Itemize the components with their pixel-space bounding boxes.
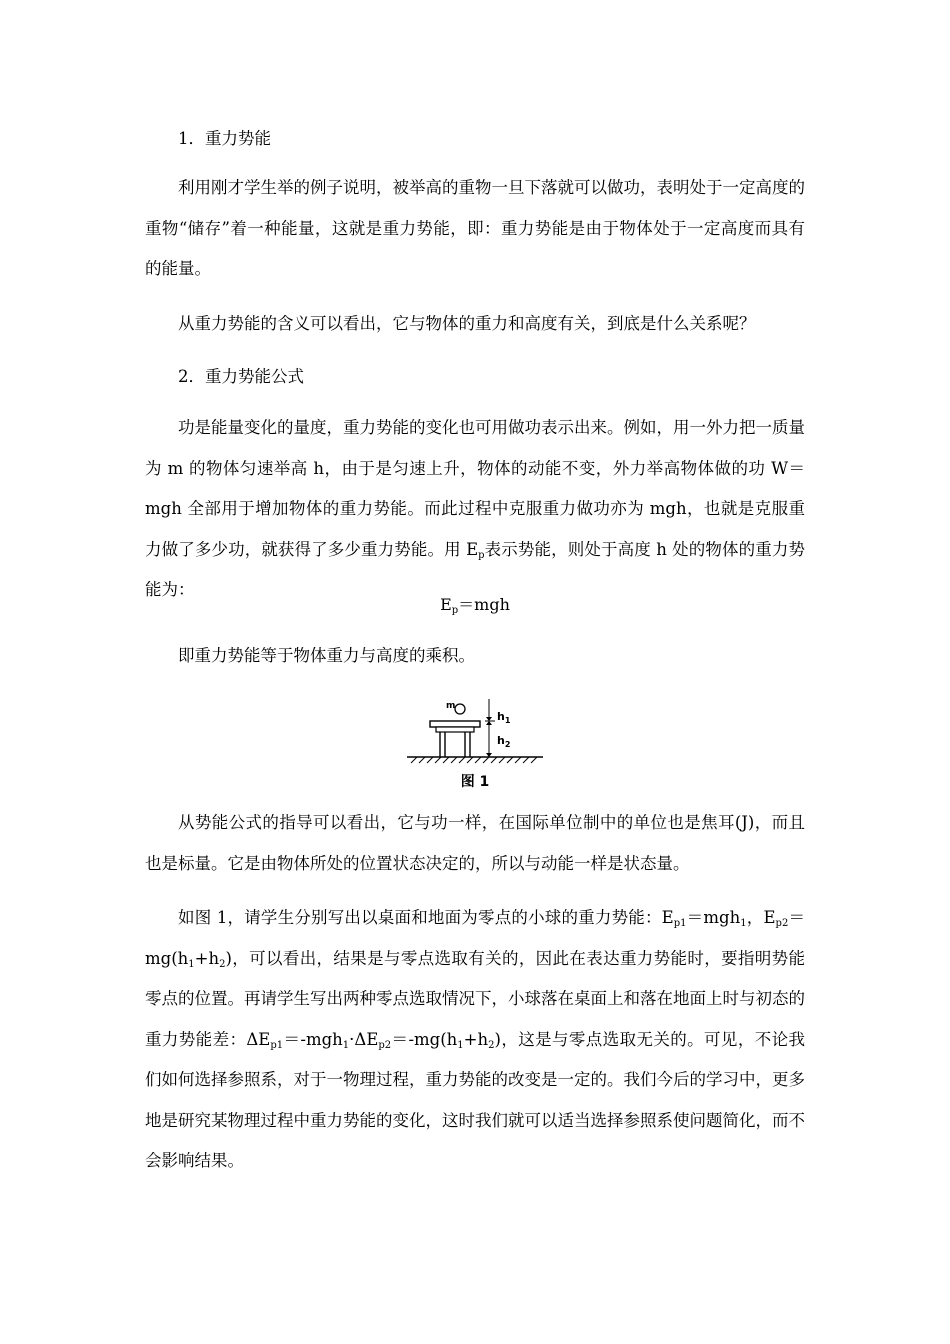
subscript: 1 (342, 1039, 350, 1051)
paragraph-work-energy (145, 408, 805, 611)
h1-subscript: 1 (504, 716, 511, 725)
text-segment: )，可以看出，结果是与零点选取有关的，因此在表达重力势能时，要指明势能零点的位置。再请学生写出两种零点选取情况下，小球落在桌面上和落在地面上时与初态的重力势能差：ΔE (145, 948, 805, 1049)
text-segment: ＝-mg(h (391, 1029, 458, 1049)
table-top (430, 721, 480, 727)
text-segment: ＝mg(h (145, 908, 806, 968)
mass-label: m (446, 701, 456, 711)
subscript: p (478, 549, 485, 561)
paragraph-product: 即重力势能等于物体重力与高度的乘积。 (178, 646, 475, 665)
formula-ep-mgh (0, 594, 950, 616)
text-segment: 功是能量变化的量度，重力势能的变化也可用做功表示出来。例如，用一外力把一质量为 m 的物体匀速举高 h，由于是匀速上升，物体的动能不变，外力举高物体做的功 W＝mgh 全部用于增加物体的重力势能。而此过程中克服重力做功亦为 mgh，也就是克服重力做了多少功，就获得了多少重力势能。用 E (145, 418, 805, 559)
h2-arrow-top (486, 721, 492, 725)
paragraph-zero-point (145, 898, 805, 1182)
text-segment: ＝-mgh (283, 1029, 343, 1049)
formula-e: E (440, 595, 452, 614)
paragraph-definition: 利用刚才学生举的例子说明，被举高的重物一旦下落就可以做功，表明处于一定高度的重物“储存”着一种能量，这就是重力势能，即：重力势能是由于物体处于一定高度而具有的能量。 (145, 178, 805, 278)
subscript: 2 (219, 958, 226, 970)
h1-letter: h (497, 710, 505, 723)
ground-hatching (411, 757, 537, 763)
text-segment: ·ΔE (349, 1029, 379, 1049)
paragraph-question: 从重力势能的含义可以看出，它与物体的重力和高度有关，到底是什么关系呢？ (178, 314, 756, 333)
subscript: p2 (378, 1039, 392, 1051)
figure-caption: 图 1 (460, 774, 490, 790)
ball (455, 704, 465, 714)
text-segment: 如图 1，请学生分别写出以桌面和地面为零点的小球的重力势能：E (178, 908, 674, 927)
text-segment: 表示势能，则处于高度 h 处的物体的重力势能为： (145, 539, 805, 599)
figure-table-ball-diagram (405, 695, 545, 765)
subscript: p1 (673, 918, 687, 929)
subscript: 2 (488, 1039, 495, 1051)
paragraph-units: 从势能公式的指导可以看出，它与功一样，在国际单位制中的单位也是焦耳(J)，而且也是标量。它是由物体所处的位置状态决定的，所以与动能一样是状态量。 (145, 813, 805, 873)
formula-subscript: p (451, 605, 459, 616)
formula-rest: ＝mgh (458, 595, 510, 614)
text-segment: )，这是与零点选取无关的。可见，不论我们如何选择参照系，对于一物理过程，重力势能的改变是一定的。我们今后的学习中，更多地是研究某物理过程中重力势能的变化，这时我们就可以适当选择参照系使问题简化，而不会影响结果。 (145, 1029, 805, 1170)
section-heading-formula: 2．重力势能公式 (178, 367, 304, 386)
subscript: p1 (270, 1039, 284, 1051)
h1-arrow (486, 717, 492, 721)
subscript: p2 (775, 918, 789, 929)
h2-label (497, 734, 510, 749)
subscript: 1 (188, 958, 195, 970)
h2-letter: h (497, 734, 505, 747)
section-heading-gravity-potential: 1．重力势能 (178, 129, 271, 148)
text-segment: ＝mgh (686, 908, 741, 927)
text-segment: +h (463, 1029, 489, 1049)
subscript: 1 (457, 1039, 464, 1051)
h2-subscript: 2 (504, 740, 511, 749)
text-segment: +h (194, 948, 220, 968)
subscript: 1 (740, 918, 747, 929)
table-apron (436, 727, 474, 732)
text-segment: ，E (746, 908, 776, 927)
h1-label (497, 710, 511, 725)
